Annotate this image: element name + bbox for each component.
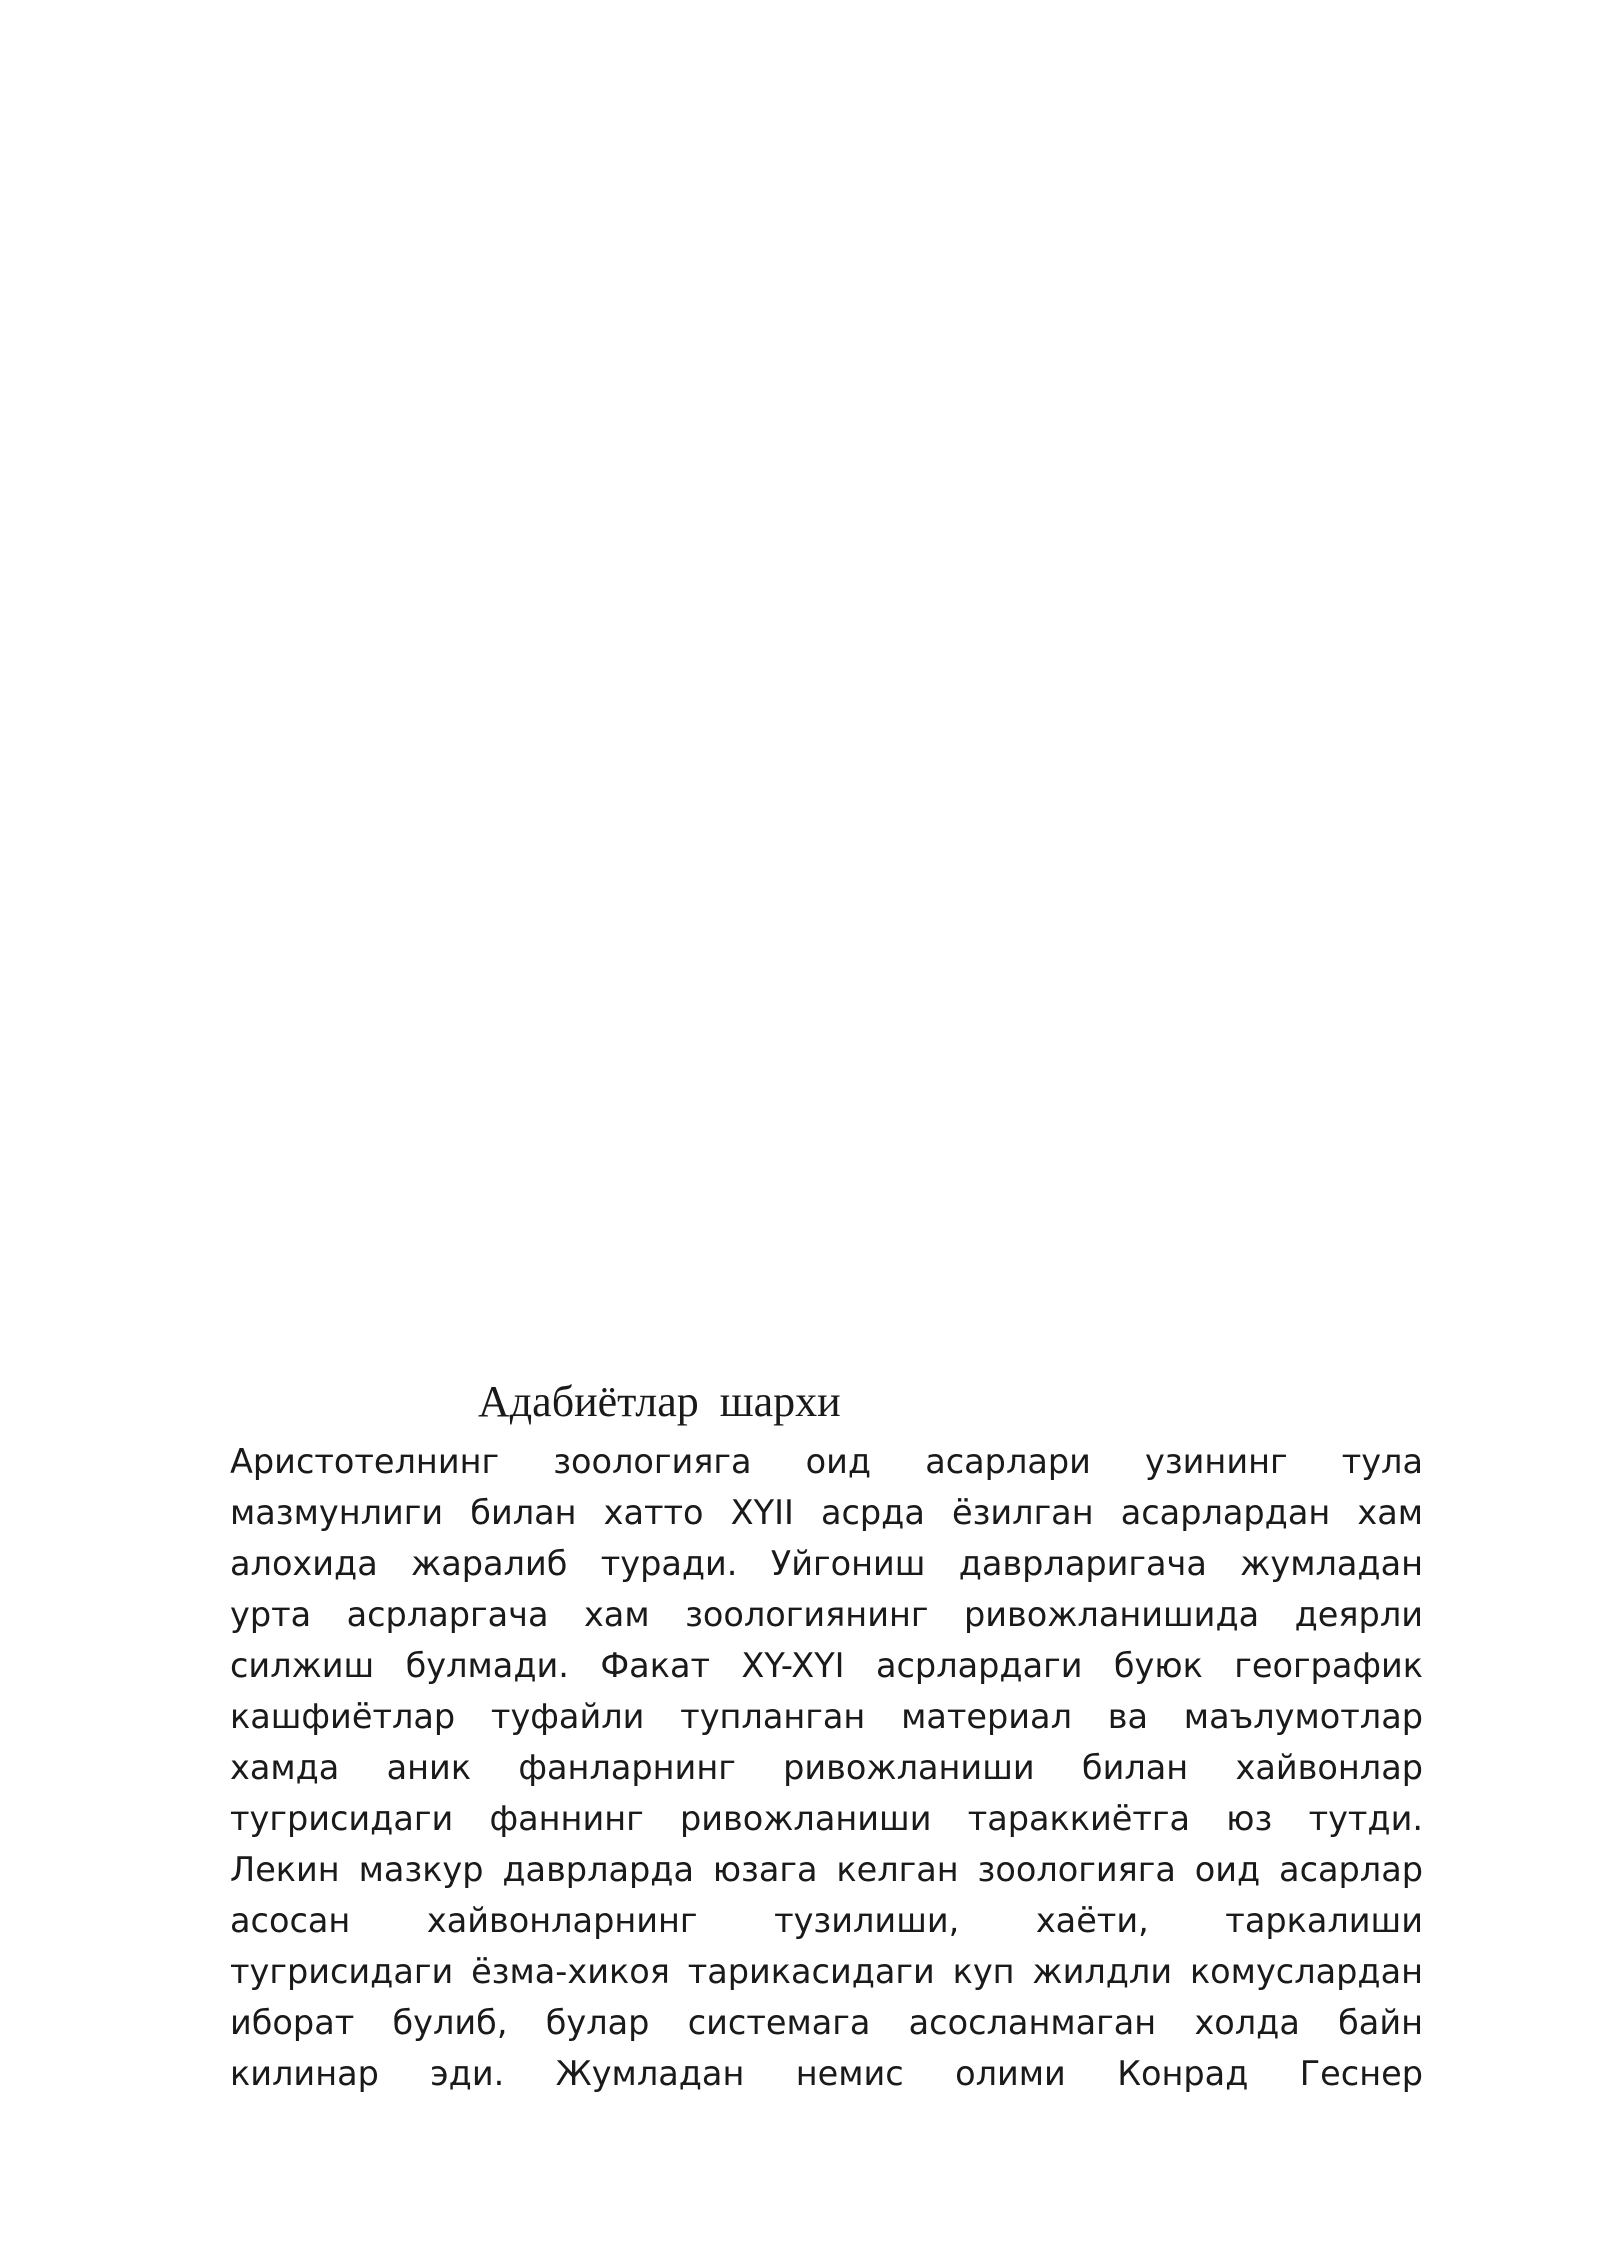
paragraph-line: тугрисидаги фаннинг ривожланиши тараккиётга юз тутди. [230, 1799, 1423, 1838]
paragraph-line: асосан хайвонларнинг тузилиши, хаёти, таркалиши [230, 1901, 1423, 1940]
paragraph-line: килинар эди. Жумладан немис олими Конрад Геснер [230, 2054, 1423, 2093]
paragraph-line: тугрисидаги ёзма-хикоя тарикасидаги куп жилдли комуслардан [230, 1952, 1423, 1991]
body-paragraph [230, 1436, 1423, 2099]
paragraph-line: Лекин мазкур даврларда юзага келган зоологияга оид асарлар [230, 1850, 1423, 1889]
paragraph-line: хамда аник фанларнинг ривожланиши билан хайвонлар [230, 1748, 1423, 1787]
paragraph-line: урта асрларгача хам зоологиянинг ривожланишида деярли [230, 1595, 1423, 1634]
paragraph-line: мазмунлиги билан хатто XYII асрда ёзилган асарлардан хам [230, 1493, 1423, 1532]
paragraph-line: иборат булиб, булар системага асосланмаган холда байн [230, 2003, 1423, 2042]
paragraph-line: Аристотелнинг зоологияга оид асарлари узининг тула [230, 1442, 1423, 1481]
paragraph-line: силжиш булмади. Факат XY-XYI асрлардаги буюк географик [230, 1646, 1423, 1685]
paragraph-line: алохида жаралиб туради. Уйгониш даврларигача жумладан [230, 1544, 1423, 1583]
section-heading: Адабиётлар шархи [478, 1377, 841, 1426]
paragraph-line: кашфиётлар туфайли тупланган материал ва маълумотлар [230, 1697, 1423, 1736]
